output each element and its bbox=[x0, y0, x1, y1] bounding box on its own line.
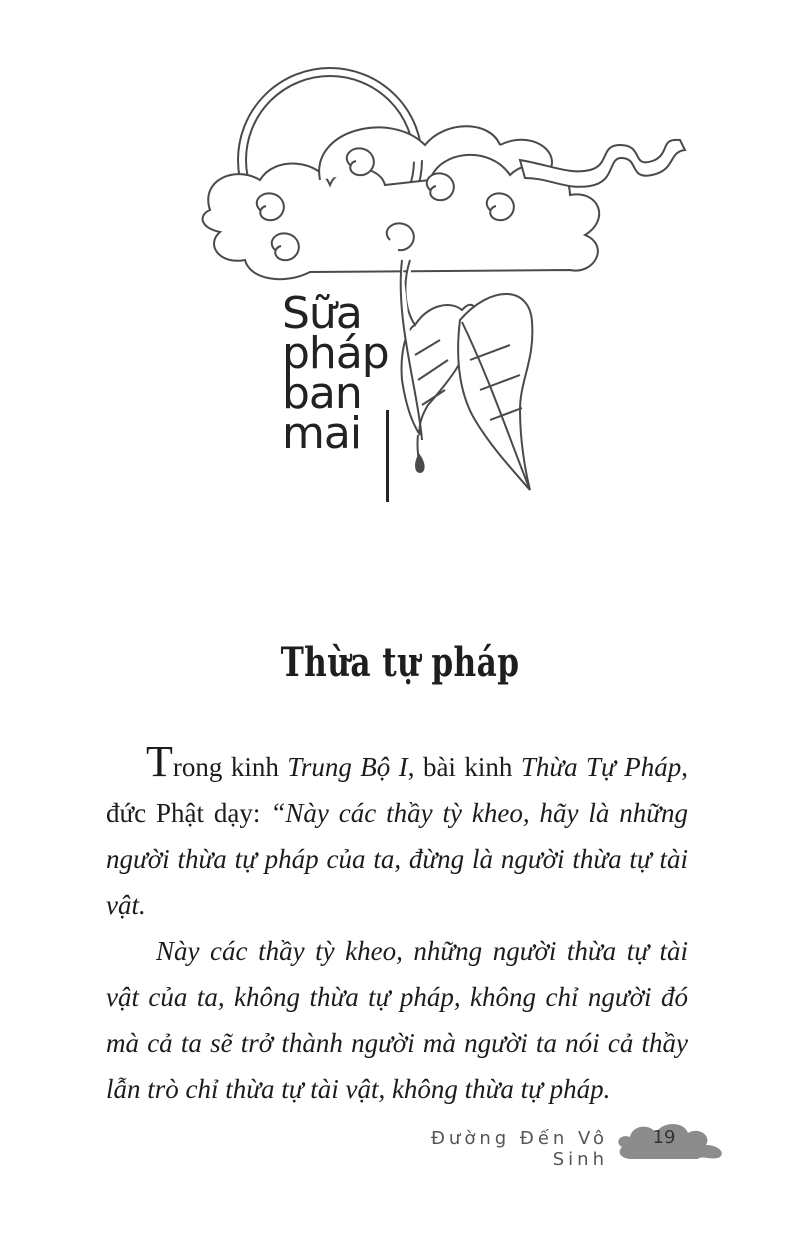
emblem-wordmark bbox=[282, 288, 392, 459]
text-run: , bài kinh bbox=[407, 752, 521, 782]
paragraph-1 bbox=[106, 737, 688, 928]
emblem-line: pháp bbox=[282, 328, 389, 379]
leaf-icon bbox=[401, 260, 533, 490]
page-number: 19 bbox=[652, 1127, 676, 1148]
emblem-line: mai bbox=[282, 408, 362, 459]
text-run: “Này các thầy tỳ kheo, hãy là những người thừa tự pháp của ta, đừng là người thừa tự tài vật. bbox=[106, 798, 688, 920]
emblem-illustration bbox=[190, 60, 710, 520]
text-run: rong kinh bbox=[172, 752, 288, 782]
text-run: Này các thầy tỳ kheo, những người thừa tự tài vật của ta, không thừa tự pháp, không chỉ người đó mà cả ta sẽ trở thành người mà người ta nói cả thầy lẫn trò chỉ thừa tự tài vật, không thừa tự pháp. bbox=[106, 936, 688, 1104]
body-text bbox=[106, 737, 688, 1112]
cloud-icon bbox=[203, 126, 685, 279]
dropcap: T bbox=[146, 737, 173, 786]
chapter-title: Thừa tự pháp bbox=[280, 638, 520, 686]
running-footer-title: Đường Đến Vô Sinh bbox=[430, 1128, 608, 1170]
text-run: Thừa Tự Pháp bbox=[520, 752, 682, 782]
emblem-line: Sữa bbox=[282, 288, 362, 339]
text-run: , đức Phật dạy: bbox=[106, 752, 688, 828]
paragraph-2 bbox=[106, 928, 688, 1112]
emblem-divider bbox=[386, 410, 389, 502]
emblem-line: ban bbox=[282, 368, 362, 419]
text-run: Trung Bộ I bbox=[287, 752, 408, 782]
